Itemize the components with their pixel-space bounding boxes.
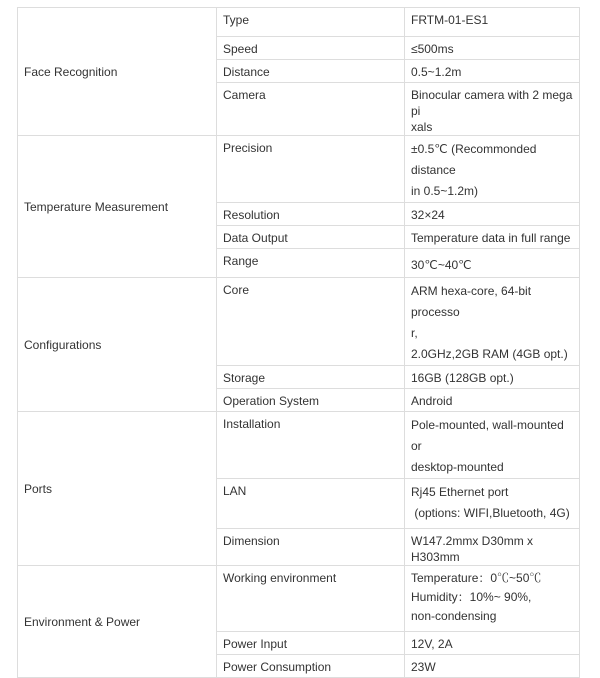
value-line: Temperature：0℃~50℃ <box>411 571 542 585</box>
value-line: xals <box>411 120 433 134</box>
spec-value <box>405 479 580 529</box>
value-line: 30℃~40℃ <box>411 258 472 272</box>
table-row <box>18 8 580 37</box>
spec-label: Power Input <box>217 632 405 655</box>
spec-table <box>17 7 580 678</box>
value-line: Pole-mounted, wall-mounted or <box>411 418 564 453</box>
value-line: 2.0GHz,2GB RAM (4GB opt.) <box>411 347 568 361</box>
value-line: in 0.5~1.2m) <box>411 184 479 198</box>
group-face-recognition: Face Recognition <box>18 8 217 136</box>
spec-value <box>405 60 580 83</box>
spec-value <box>405 136 580 203</box>
value-line: 23W <box>411 660 436 674</box>
spec-value <box>405 655 580 678</box>
table-row <box>18 412 580 479</box>
value-line: r, <box>411 326 418 340</box>
value-line: FRTM-01-ES1 <box>411 13 489 27</box>
spec-value <box>405 83 580 136</box>
spec-label: LAN <box>217 479 405 529</box>
spec-label: Working environment <box>217 566 405 632</box>
spec-label: Operation System <box>217 389 405 412</box>
value-line: desktop-mounted <box>411 460 504 474</box>
spec-value <box>405 226 580 249</box>
spec-value <box>405 366 580 389</box>
value-line: Temperature data in full range <box>411 231 571 245</box>
value-line: 16GB (128GB opt.) <box>411 371 514 385</box>
group-environment-power: Environment & Power <box>18 566 217 678</box>
value-line: Rj45 Ethernet port <box>411 485 509 499</box>
value-line: (options: WIFI,Bluetooth, 4G) <box>411 506 570 520</box>
table-row <box>18 136 580 203</box>
value-line: Humidity：10%~ 90%, <box>411 590 532 604</box>
spec-value <box>405 632 580 655</box>
spec-value <box>405 203 580 226</box>
spec-value <box>405 566 580 632</box>
spec-label: Power Consumption <box>217 655 405 678</box>
spec-label: Distance <box>217 60 405 83</box>
spec-label: Camera <box>217 83 405 136</box>
spec-label: Range <box>217 249 405 278</box>
group-ports: Ports <box>18 412 217 566</box>
spec-label: Speed <box>217 37 405 60</box>
group-temperature-measurement: Temperature Measurement <box>18 136 217 278</box>
value-line: 32×24 <box>411 208 445 222</box>
group-configurations: Configurations <box>18 278 217 412</box>
value-line: ≤500ms <box>411 42 454 56</box>
spec-value <box>405 412 580 479</box>
spec-label: Resolution <box>217 203 405 226</box>
value-line: 12V, 2A <box>411 637 453 651</box>
spec-value <box>405 249 580 278</box>
spec-label: Storage <box>217 366 405 389</box>
value-line: ±0.5℃ (Recommonded distance <box>411 142 537 177</box>
value-line: Android <box>411 394 453 408</box>
table-row <box>18 278 580 366</box>
value-line: non-condensing <box>411 609 497 623</box>
spec-label: Data Output <box>217 226 405 249</box>
spec-value <box>405 278 580 366</box>
table-row <box>18 566 580 632</box>
spec-value <box>405 8 580 37</box>
spec-label: Dimension <box>217 529 405 566</box>
value-line: W147.2mmx D30mm x H303mm <box>411 534 534 564</box>
spec-value <box>405 37 580 60</box>
spec-value <box>405 529 580 566</box>
value-line: ARM hexa-core, 64-bit processo <box>411 284 532 319</box>
value-line: 0.5~1.2m <box>411 65 462 79</box>
spec-label: Precision <box>217 136 405 203</box>
spec-label: Core <box>217 278 405 366</box>
spec-value <box>405 389 580 412</box>
value-line: Binocular camera with 2 mega pi <box>411 88 573 118</box>
spec-label: Type <box>217 8 405 37</box>
spec-label: Installation <box>217 412 405 479</box>
